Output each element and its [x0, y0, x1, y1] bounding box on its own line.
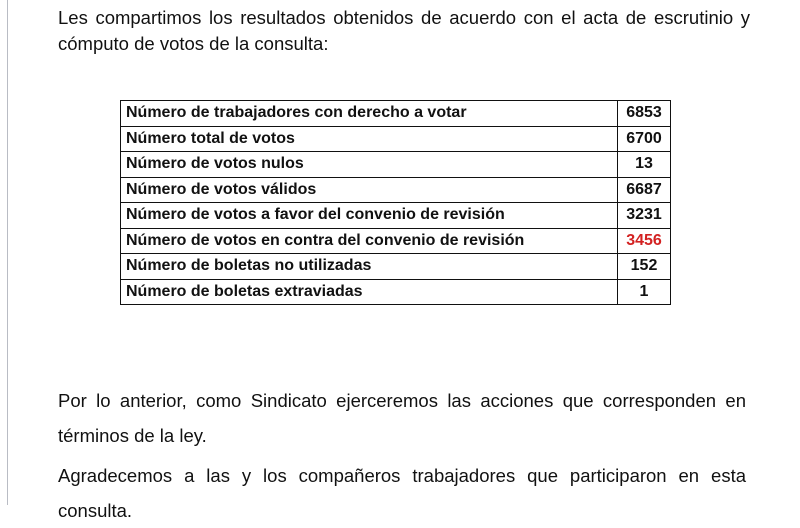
table-row [121, 279, 671, 305]
row-value: 6700 [618, 126, 671, 152]
results-table [120, 100, 671, 305]
intro-line-1: Les compartimos los resultados obtenidos de acuerdo con el acta de escrutinio y [58, 7, 750, 28]
row-value: 1 [618, 279, 671, 305]
page-left-edge [7, 0, 8, 505]
row-label: Número de votos a favor del convenio de revisión [121, 203, 618, 229]
row-value: 6687 [618, 177, 671, 203]
row-label: Número de votos nulos [121, 152, 618, 178]
row-label: Número de boletas no utilizadas [121, 254, 618, 280]
thanks-line-2: consulta. [58, 500, 133, 521]
row-value: 3231 [618, 203, 671, 229]
row-value: 6853 [618, 101, 671, 127]
row-value: 152 [618, 254, 671, 280]
row-label: Número de votos válidos [121, 177, 618, 203]
results-table-body [121, 101, 671, 305]
table-row [121, 228, 671, 254]
row-label: Número de votos en contra del convenio de revisión [121, 228, 618, 254]
conclusion-line-2: términos de la ley. [58, 425, 207, 446]
conclusion-line-1: Por lo anterior, como Sindicato ejerceremos las acciones que corresponden en [58, 390, 746, 411]
table-row [121, 152, 671, 178]
table-row [121, 101, 671, 127]
intro-paragraph [58, 5, 750, 57]
conclusion-paragraph [58, 383, 746, 453]
thanks-line-1: Agradecemos a las y los compañeros trabajadores que participaron en esta [58, 465, 746, 486]
intro-line-2: cómputo de votos de la consulta: [58, 33, 329, 54]
row-label: Número total de votos [121, 126, 618, 152]
row-label: Número de trabajadores con derecho a votar [121, 101, 618, 127]
table-row [121, 177, 671, 203]
table-row [121, 203, 671, 229]
table-row [121, 254, 671, 280]
row-value: 13 [618, 152, 671, 178]
row-label: Número de boletas extraviadas [121, 279, 618, 305]
table-row [121, 126, 671, 152]
thanks-paragraph [58, 458, 746, 528]
row-value-highlighted: 3456 [618, 228, 671, 254]
